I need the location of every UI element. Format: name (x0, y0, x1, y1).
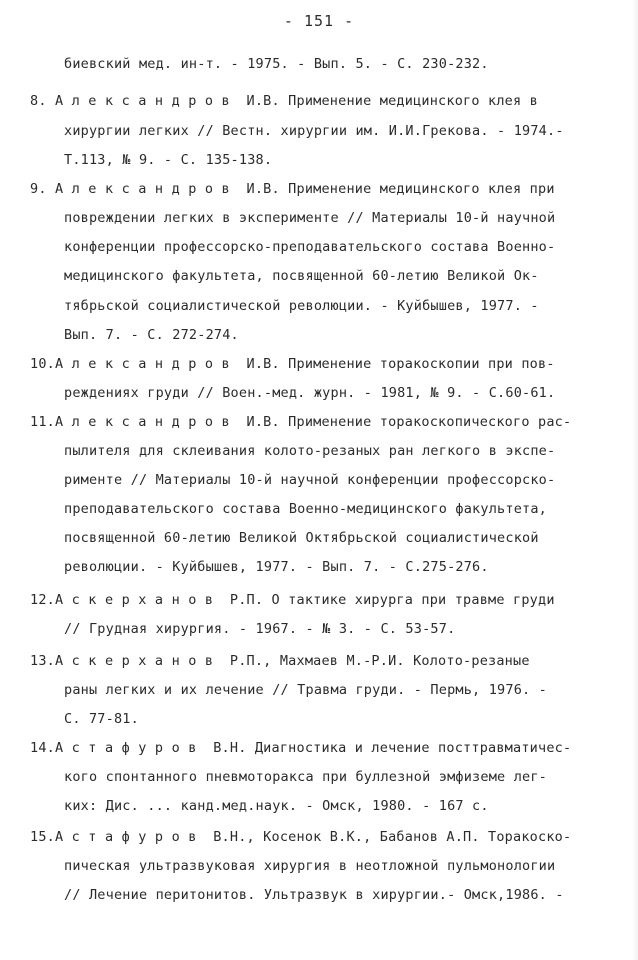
scan-edge-shadow (632, 0, 638, 960)
bibliography-line: пылителя для склеивания колото-резаных ран легкого в экспе- (64, 443, 556, 459)
bibliography-line: кого спонтанного пневмоторакса при буллезной эмфиземе лег- (64, 769, 548, 785)
bibliography-line: посвященной 60-летию Великой Октябрьской социалистической (64, 530, 539, 546)
bibliography-line: хирургии легких // Вестн. хирургии им. И.И.Грекова. - 1974.- (64, 123, 564, 139)
bibliography-line: биевский мед. ин-т. - 1975. - Вып. 5. - С. 230-232. (64, 56, 489, 72)
bibliography-line: 13.А с к е р х а н о в Р.П., Махмаев М.-Р.И. Колото-резаные (30, 653, 530, 669)
bibliography-line: 9. А л е к с а н д р о в И.В. Применение медицинского клея при (30, 181, 555, 197)
bibliography-line: тябрьской социалистической революции. - Куйбышев, 1977. - (64, 298, 539, 314)
bibliography-line: реждениях груди // Воен.-мед. журн. - 1981, № 9. - С.60-61. (64, 385, 556, 401)
bibliography-line: раны легких и их лечение // Травма груди. - Пермь, 1976. - (64, 682, 548, 698)
bibliography-line: пическая ультразвуковая хирургия в неотложной пульмонологии (64, 858, 556, 874)
bibliography-line: 14.А с т а ф у р о в В.Н. Диагностика и лечение посттравматичес- (30, 740, 572, 756)
bibliography-line: 15.А с т а ф у р о в В.Н., Косенок В.К., Бабанов А.П. Торакоско- (30, 829, 572, 845)
bibliography-line: революции. - Куйбышев, 1977. - Вып. 7. - С.275-276. (64, 559, 489, 575)
bibliography-line: Т.113, № 9. - С. 135-138. (64, 152, 273, 168)
bibliography-line: // Грудная хирургия. - 1967. - № 3. - С. 53-57. (64, 621, 456, 637)
bibliography-line: 11.А л е к с а н д р о в И.В. Применение торакоскопического рас- (30, 414, 572, 430)
bibliography-line: медицинского факультета, посвященной 60-летию Великой Ок- (64, 268, 539, 284)
bibliography-line: 12.А с к е р х а н о в Р.П. О тактике хирурга при травме груди (30, 592, 555, 608)
bibliography-line: повреждении легких в эксперименте // Материалы 10-й научной (64, 210, 556, 226)
bibliography-line: // Лечение перитонитов. Ультразвук в хирургии.- Омск,1986. - (64, 887, 564, 903)
bibliography-line: 8. А л е к с а н д р о в И.В. Применение медицинского клея в (30, 93, 538, 109)
bibliography-line: рименте // Материалы 10-й научной конференции профессорско- (64, 472, 556, 488)
bibliography-line: Вып. 7. - С. 272-274. (64, 327, 239, 343)
bibliography-line: 10.А л е к с а н д р о в И.В. Применение торакоскопии при пов- (30, 356, 555, 372)
bibliography-line: конференции профессорско-преподавательского состава Военно- (64, 239, 556, 255)
bibliography-line: ких: Дис. ... канд.мед.наук. - Омск, 1980. - 167 с. (64, 798, 489, 814)
bibliography-line: С. 77-81. (64, 711, 139, 727)
bibliography-line: преподавательского состава Военно-медицинского факультета, (64, 501, 548, 517)
page-number: - 151 - (283, 12, 355, 30)
